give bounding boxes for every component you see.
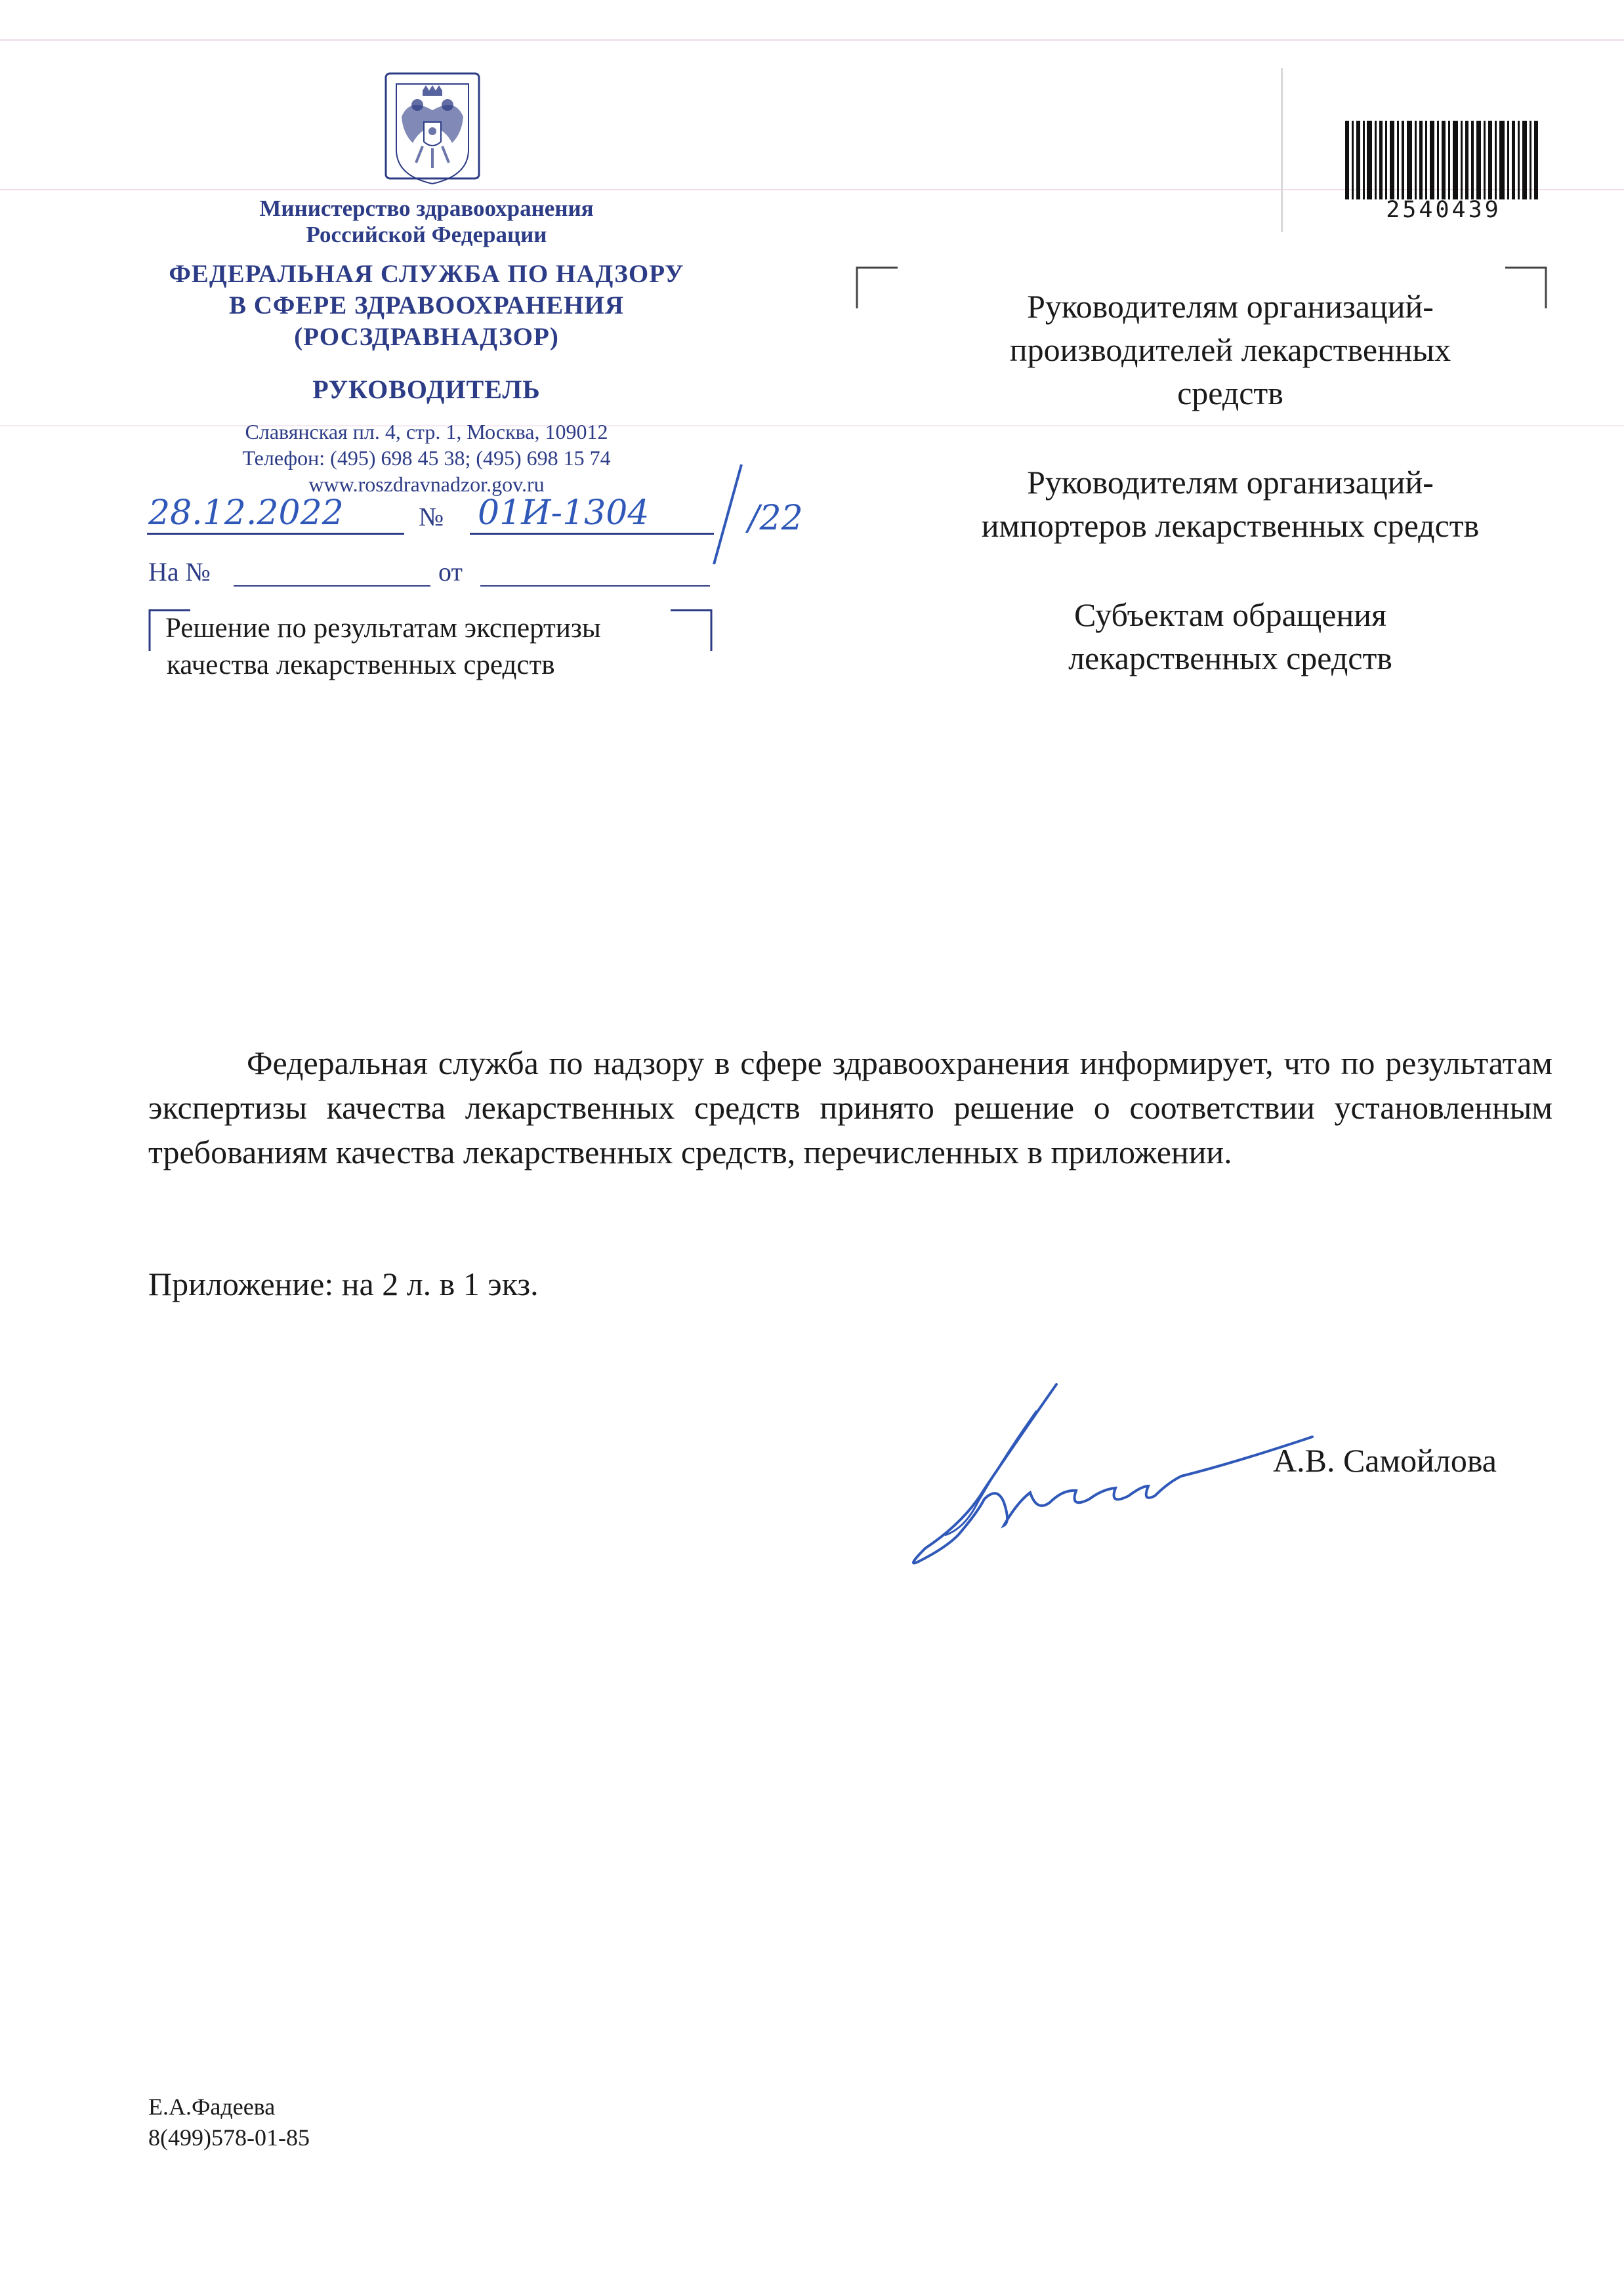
addressee-importers [906, 461, 1555, 547]
executor-phone: 8(499)578-01-85 [148, 2124, 310, 2151]
executor-name: Е.А.Фадеева [148, 2094, 276, 2120]
service-line: В СФЕРЕ ЗДРАВООХРАНЕНИЯ [228, 291, 625, 320]
website: www.roszdravnadzor.gov.ru [308, 472, 545, 496]
body-paragraph: Федеральная служба по надзору в сфере здравоохранения информирует, что по результатам экспертизы качества лекарственных средств принято решение о соответствии установленным требованиям качества лекарственных средств, перечисленных в приложении. [148, 1044, 1552, 1170]
registration-date: 28.12.2022 [148, 493, 344, 533]
addressee-line: средств [1177, 375, 1283, 411]
header-divider [1281, 68, 1283, 232]
service-name [131, 258, 722, 353]
addressee-manufacturers [906, 285, 1555, 415]
addressee-line: импортеров лекарственных средств [981, 507, 1480, 544]
annex-note: Приложение: на 2 л. в 1 экз. [148, 1266, 539, 1302]
barcode-number: 2540439 [1386, 197, 1501, 223]
signer-name: А.В. Самойлова [1273, 1442, 1497, 1479]
number-underline [470, 533, 714, 535]
phone: Телефон: (495) 698 45 38; (495) 698 15 74 [242, 446, 611, 470]
russian-coat-of-arms-icon [383, 71, 482, 188]
addressee-subjects [906, 593, 1555, 680]
scan-artifact [0, 39, 1624, 41]
handwritten-signature [906, 1371, 1325, 1581]
addressee-line: Руководителям организаций- [1027, 288, 1434, 325]
ministry-line: Министерство здравоохранения [259, 196, 594, 221]
addressee-line: Субъектам обращения [1074, 596, 1386, 633]
addressee-line: производителей лекарственных [1009, 331, 1451, 368]
registration-number: 01И-1304 [478, 493, 650, 533]
reference-from-label: от [438, 557, 463, 587]
addressee-corner-left [854, 265, 900, 311]
reference-date-line [480, 585, 710, 587]
contact-block [131, 419, 722, 497]
subject-line: Решение по результатам экспертизы [165, 613, 601, 644]
addressee-line: лекарственных средств [1068, 640, 1392, 676]
service-line: ФЕДЕРАЛЬНАЯ СЛУЖБА ПО НАДЗОРУ [169, 260, 684, 288]
reference-number-line [234, 585, 430, 587]
service-line: (РОСЗДРАВНАДЗОР) [294, 323, 559, 351]
barcode-icon [1345, 121, 1542, 199]
date-underline [147, 533, 404, 535]
position-title: РУКОВОДИТЕЛЬ [312, 375, 541, 404]
number-sign: № [419, 502, 444, 531]
ministry-line: Российской Федерации [306, 222, 547, 247]
subject-line: качества лекарственных средств [167, 650, 555, 680]
subject-block [165, 610, 723, 684]
addressee-line: Руководителям организаций- [1027, 464, 1434, 501]
ministry-name [144, 196, 709, 248]
address: Славянская пл. 4, стр. 1, Москва, 109012 [245, 420, 608, 444]
registration-number-suffix: /22 [748, 499, 803, 538]
reference-label: На № [148, 557, 211, 587]
